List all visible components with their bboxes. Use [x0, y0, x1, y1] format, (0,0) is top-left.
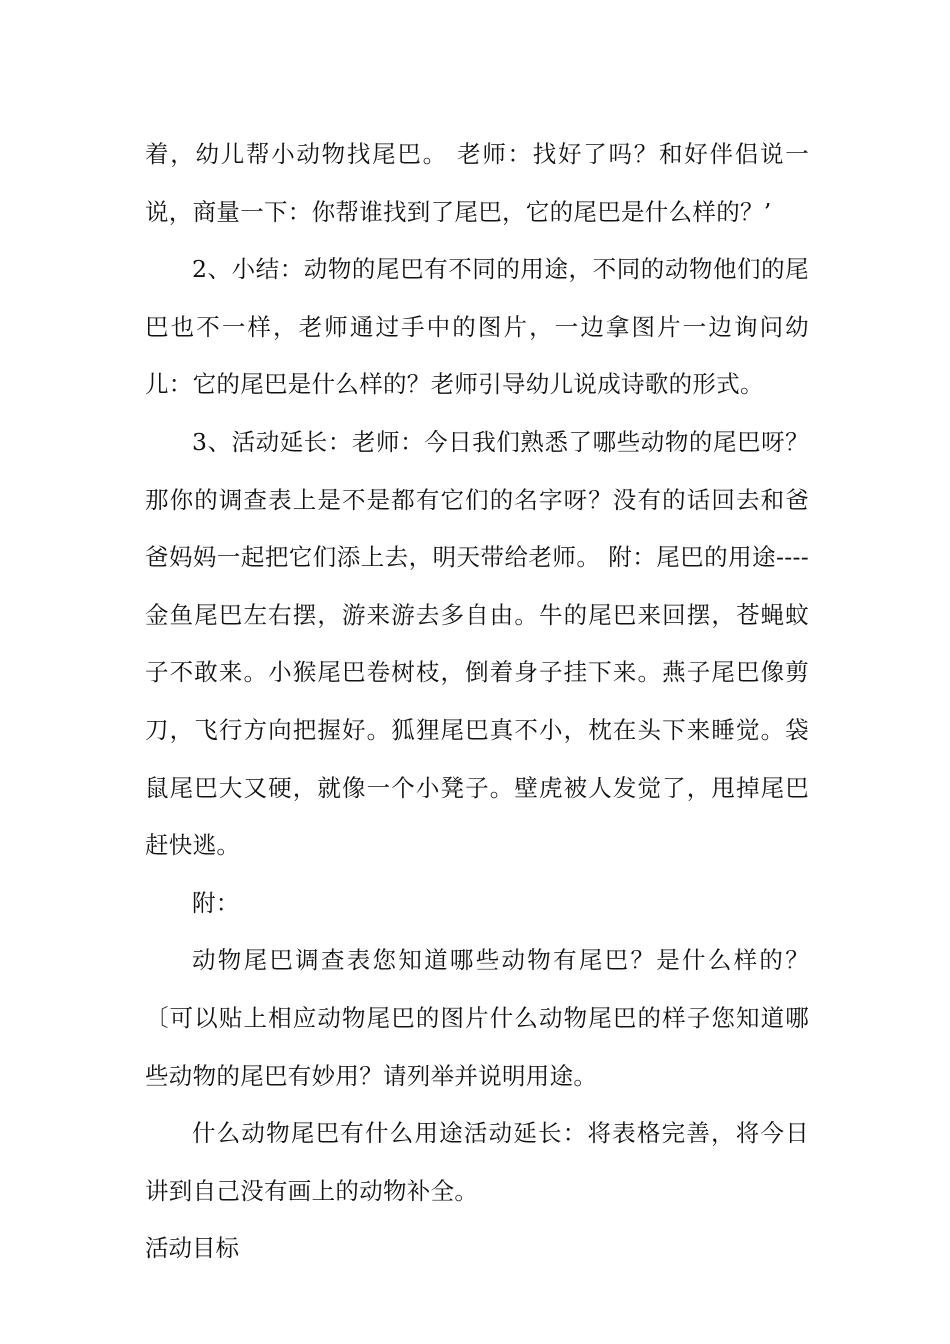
paragraph-summary: 2、小结：动物的尾巴有不同的用途，不同的动物他们的尾巴也不一样，老师通过手中的图片，一边拿图片一边询问幼儿：它的尾巴是什么样的？老师引导幼儿说成诗歌的形式。: [145, 255, 809, 399]
paragraph-appendix-label: 附：: [192, 888, 240, 917]
paragraph-continuation: 着，幼儿帮小动物找尾巴。 老师：找好了吗？和好伴侣说一说，商量一下：你帮谁找到了尾巴，它的尾巴是什么样的？’: [145, 140, 809, 226]
document-body: [145, 126, 809, 1278]
paragraph-table-extension: 什么动物尾巴有什么用途活动延长：将表格完善，将今日讲到自己没有画上的动物补全。: [145, 1119, 809, 1205]
paragraph-activity-extension: 3、活动延长：老师：今日我们熟悉了哪些动物的尾巴呀？那你的调查表上是不是都有它们的名字呀？没有的话回去和爸爸妈妈一起把它们添上去，明天带给老师。 附：尾巴的用途----金鱼尾巴左右摆，游来游去多自由。牛的尾巴来回摆，苍蝇蚊子不敢来。小猴尾巴卷树枝，倒着身子挂下来。燕子尾巴像剪刀，飞行方向把握好。狐狸尾巴真不小，枕在头下来睡觉。袋鼠尾巴大又硬，就像一个小凳子。壁虎被人发觉了，甩掉尾巴赶快逃。: [145, 427, 809, 860]
section-heading-activity-goals: 活动目标: [145, 1234, 239, 1263]
paragraph-survey-table: 动物尾巴调查表您知道哪些动物有尾巴？是什么样的？〔可以贴上相应动物尾巴的图片什么动物尾巴的样子您知道哪些动物的尾巴有妙用？请列举并说明用途。: [145, 946, 809, 1090]
